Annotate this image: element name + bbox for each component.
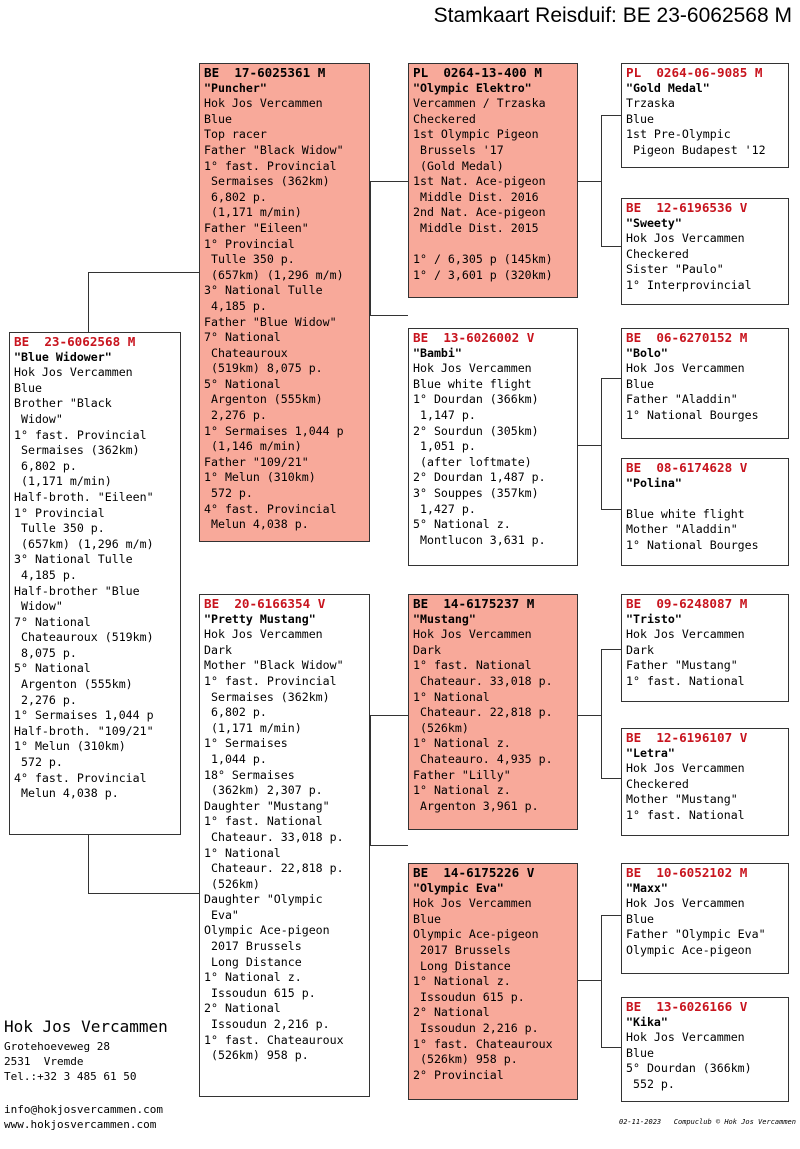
detail-line: Chateaur. 33,018 p. — [413, 673, 553, 688]
detail-line: 5° National — [204, 376, 281, 391]
ring-number: BE 20-6166354 V — [204, 596, 326, 611]
detail-line: Checkered — [413, 111, 476, 126]
pedigree-card-mmm — [621, 997, 789, 1102]
detail-line: 1° Provincial — [14, 505, 105, 520]
detail-line: 1° National Bourges — [626, 537, 759, 552]
detail-line: Middle Dist. 2016 — [413, 189, 539, 204]
pigeon-name: "Tristo" — [626, 611, 682, 626]
card-details — [14, 365, 176, 802]
pigeon-name: "Blue Widower" — [14, 349, 112, 364]
detail-line: Argenton 3,961 p. — [413, 798, 539, 813]
detail-line: 552 p. — [626, 1076, 675, 1091]
detail-line: 1st Nat. Ace-pigeon — [413, 174, 546, 189]
detail-line: Blue — [413, 911, 441, 926]
detail-line: Blue — [626, 111, 654, 126]
ring-number: BE 06-6270152 M — [626, 330, 748, 345]
owner-city: 2531 Vremde — [4, 1055, 84, 1068]
detail-line: 1° Melun (310km) — [204, 470, 316, 485]
connector-line — [601, 1047, 621, 1048]
detail-line: Chateaur. 33,018 p. — [204, 829, 344, 844]
pigeon-name: "Olympic Elektro" — [413, 80, 532, 95]
ring-number: BE 12-6196536 V — [626, 200, 748, 215]
detail-line: 1° fast. Provincial — [204, 673, 337, 688]
detail-line: (657km) (1,296 m/m) — [204, 267, 344, 282]
detail-line: Long Distance — [204, 954, 302, 969]
connector-line — [601, 246, 621, 247]
detail-line: Daughter "Mustang" — [204, 798, 330, 813]
pedigree-card-ffm — [621, 198, 789, 305]
detail-line: 4° fast. Provincial — [14, 770, 147, 785]
detail-line: Blue — [626, 376, 654, 391]
detail-line: 5° National z. — [413, 517, 511, 532]
detail-line: Hok Jos Vercammen — [626, 627, 745, 642]
detail-line: Blue white flight — [413, 376, 532, 391]
detail-line: 2,276 p. — [204, 408, 267, 423]
detail-line: Sermaises (362km) — [204, 689, 330, 704]
detail-line: Dark — [204, 642, 232, 657]
detail-line: 7° National — [204, 330, 281, 345]
detail-line: Chateauro. 4,935 p. — [413, 751, 553, 766]
detail-line: Sermaises (362km) — [204, 174, 330, 189]
detail-line: 1° fast. National — [626, 807, 745, 822]
detail-line: 1° Sermaises — [204, 736, 288, 751]
owner-website[interactable]: www.hokjosvercammen.com — [4, 1118, 157, 1131]
card-details — [413, 96, 573, 283]
pigeon-name: "Bolo" — [626, 345, 668, 360]
detail-line: Hok Jos Vercammen — [626, 231, 745, 246]
pedigree-card-father-father — [408, 63, 578, 298]
detail-line: 5° National — [14, 661, 91, 676]
detail-line: Eva" — [204, 907, 239, 922]
connector-line — [578, 980, 601, 981]
detail-line: 4,185 p. — [14, 567, 77, 582]
detail-line: Chateaur. 22,818 p. — [413, 705, 553, 720]
detail-line: 1° fast. National — [626, 673, 745, 688]
detail-line: 1° Sermaises 1,044 p — [14, 708, 154, 723]
pigeon-name: "Bambi" — [413, 345, 462, 360]
detail-line: 3° Souppes (357km) — [413, 485, 539, 500]
detail-line: 1° / 6,305 p (145km) — [413, 252, 553, 267]
detail-line: Blue white flight — [626, 506, 745, 521]
card-details — [626, 1030, 784, 1092]
connector-line — [601, 115, 621, 116]
footer-credit: 02-11-2023 Compuclub © Hok Jos Vercammen — [618, 1118, 796, 1126]
detail-line: (657km) (1,296 m/m) — [14, 536, 154, 551]
card-details — [626, 896, 784, 958]
pigeon-name: "Kika" — [626, 1014, 668, 1029]
detail-line: 1st Olympic Pigeon — [413, 127, 539, 142]
pigeon-name: "Maxx" — [626, 880, 668, 895]
detail-line: Hok Jos Vercammen — [626, 1030, 745, 1045]
detail-line: 7° National — [14, 614, 91, 629]
card-details — [204, 627, 365, 1064]
detail-line: Father "109/21" — [204, 454, 309, 469]
detail-line: 1,051 p. — [413, 439, 476, 454]
detail-line: Father "Aladdin" — [626, 392, 738, 407]
detail-line: Dark — [626, 642, 654, 657]
ring-number: BE 13-6026166 V — [626, 999, 748, 1014]
detail-line: (526km) 958 p. — [413, 1052, 518, 1067]
detail-line: (1,171 m/min) — [204, 205, 302, 220]
detail-line: 1° National z. — [413, 736, 511, 751]
pigeon-name: "Puncher" — [204, 80, 267, 95]
connector-line — [370, 315, 408, 316]
detail-line: Hok Jos Vercammen — [413, 361, 532, 376]
detail-line: (526km) 958 p. — [204, 1048, 309, 1063]
connector-line — [370, 715, 371, 846]
card-details — [626, 361, 784, 423]
detail-line: 1° fast. Chateauroux — [413, 1036, 553, 1051]
detail-line: 1st Pre-Olympic — [626, 127, 731, 142]
pigeon-name: "Polina" — [626, 475, 682, 490]
detail-line: 1° Provincial — [204, 236, 295, 251]
pedigree-card-fmf — [621, 328, 789, 439]
ring-number: PL 0264-13-400 M — [413, 65, 542, 80]
ring-number: BE 10-6052102 M — [626, 865, 748, 880]
detail-line: Vercammen / Trzaska — [413, 96, 546, 111]
detail-line: 2017 Brussels — [413, 942, 511, 957]
card-details — [626, 491, 784, 553]
detail-line: Widow" — [14, 599, 63, 614]
detail-line: Argenton (555km) — [204, 392, 323, 407]
connector-line — [601, 115, 602, 247]
detail-line: Widow" — [14, 411, 63, 426]
detail-line: 2017 Brussels — [204, 939, 302, 954]
card-details — [626, 761, 784, 823]
detail-line — [413, 237, 573, 253]
detail-line: 2° Sourdun (305km) — [413, 423, 539, 438]
pedigree-card-mother-mother — [408, 863, 578, 1100]
connector-line — [601, 649, 621, 650]
detail-line: 1° National Bourges — [626, 407, 759, 422]
detail-line: Argenton (555km) — [14, 677, 133, 692]
detail-line: Blue — [204, 111, 232, 126]
detail-line: (519km) 8,075 p. — [204, 361, 323, 376]
detail-line: Montlucon 3,631 p. — [413, 532, 546, 547]
pedigree-card-fff — [621, 63, 789, 168]
detail-line: (526km) — [204, 876, 260, 891]
owner-phone: Tel.:+32 3 485 61 50 — [4, 1070, 137, 1083]
detail-line: Olympic Ace-pigeon — [626, 942, 752, 957]
pedigree-card-mmf — [621, 863, 789, 974]
detail-line: 6,802 p. — [14, 458, 77, 473]
card-details — [413, 896, 573, 1083]
detail-line: 6,802 p. — [204, 189, 267, 204]
connector-line — [370, 181, 371, 316]
connector-line — [601, 778, 621, 779]
detail-line: (362km) 2,307 p. — [204, 783, 323, 798]
detail-line: Dark — [413, 642, 441, 657]
connector-line — [370, 845, 408, 846]
detail-line: Hok Jos Vercammen — [14, 365, 133, 380]
detail-line: 1,427 p. — [413, 501, 476, 516]
detail-line: 18° Sermaises — [204, 767, 295, 782]
connector-line — [601, 378, 602, 510]
connector-line — [578, 181, 601, 182]
detail-line: Middle Dist. 2015 — [413, 220, 539, 235]
detail-line: Hok Jos Vercammen — [413, 896, 532, 911]
connector-line — [88, 893, 199, 894]
detail-line: (526km) — [413, 720, 469, 735]
pedigree-card-fmm — [621, 458, 789, 566]
connector-line — [601, 378, 621, 379]
detail-line: 1° fast. Chateauroux — [204, 1032, 344, 1047]
detail-line: 2° National — [413, 1005, 490, 1020]
connector-line — [578, 715, 601, 716]
owner-contact — [4, 1102, 163, 1132]
detail-line: Trzaska — [626, 96, 675, 111]
pigeon-name: "Mustang" — [413, 611, 476, 626]
pigeon-name: "Letra" — [626, 745, 675, 760]
detail-line: 2° National — [204, 1001, 281, 1016]
detail-line: Tulle 350 p. — [204, 252, 295, 267]
detail-line: 1,147 p. — [413, 407, 476, 422]
detail-line: 1° Melun (310km) — [14, 739, 126, 754]
detail-line: Chateauroux — [204, 345, 288, 360]
detail-line: 1° Sermaises 1,044 p — [204, 423, 344, 438]
ring-number: BE 12-6196107 V — [626, 730, 748, 745]
pedigree-card-mfm — [621, 728, 789, 836]
pedigree-card-mff — [621, 594, 789, 702]
detail-line: 1° National z. — [413, 974, 511, 989]
ring-number: BE 17-6025361 M — [204, 65, 326, 80]
detail-line: Sister "Paulo" — [626, 262, 724, 277]
detail-line: 1° fast. Provincial — [14, 427, 147, 442]
detail-line: Issoudun 615 p. — [413, 989, 525, 1004]
detail-line: Tulle 350 p. — [14, 521, 105, 536]
card-details — [626, 627, 784, 689]
detail-line: Hok Jos Vercammen — [626, 361, 745, 376]
detail-line: Blue — [626, 911, 654, 926]
card-details — [413, 627, 573, 814]
pedigree-card-father-mother — [408, 328, 578, 566]
detail-line: 1° fast. National — [204, 814, 323, 829]
detail-line: (Gold Medal) — [413, 158, 504, 173]
detail-line: Father "Lilly" — [413, 767, 511, 782]
detail-line: (1,171 m/min) — [204, 720, 302, 735]
detail-line: Father "Olympic Eva" — [626, 927, 766, 942]
connector-line — [578, 445, 601, 446]
detail-line: 5° Dourdan (366km) — [626, 1061, 752, 1076]
pigeon-name: "Gold Medal" — [626, 80, 710, 95]
detail-line: Checkered — [626, 246, 689, 261]
detail-line: Hok Jos Vercammen — [626, 896, 745, 911]
detail-line: 4,185 p. — [204, 298, 267, 313]
detail-line: Hok Jos Vercammen — [204, 627, 323, 642]
ring-number: BE 08-6174628 V — [626, 460, 748, 475]
detail-line: Half-broth. "Eileen" — [14, 489, 154, 504]
detail-line: Olympic Ace-pigeon — [413, 927, 539, 942]
pigeon-name: "Olympic Eva" — [413, 880, 504, 895]
card-details — [204, 96, 365, 533]
detail-line: 1° National z. — [413, 783, 511, 798]
detail-line: 2° Provincial — [413, 1067, 504, 1082]
detail-line: 572 p. — [14, 755, 63, 770]
detail-line: Sermaises (362km) — [14, 443, 140, 458]
connector-line — [601, 649, 602, 779]
detail-line — [626, 491, 784, 507]
detail-line: Half-brother "Blue — [14, 583, 140, 598]
detail-line: 2nd Nat. Ace-pigeon — [413, 205, 546, 220]
detail-line: Father "Blue Widow" — [204, 314, 337, 329]
detail-line: 1° National z. — [204, 970, 302, 985]
detail-line: Brussels '17 — [413, 142, 504, 157]
connector-line — [370, 715, 408, 716]
connector-line — [370, 181, 408, 182]
connector-line — [88, 272, 89, 332]
owner-name: Hok Jos Vercammen — [4, 1017, 168, 1036]
detail-line: Brother "Black — [14, 396, 112, 411]
connector-line — [88, 272, 199, 273]
owner-address — [4, 1039, 136, 1084]
detail-line: Father "Mustang" — [626, 658, 738, 673]
card-details — [626, 96, 784, 158]
detail-line: Hok Jos Vercammen — [626, 761, 745, 776]
detail-line: 3° National Tulle — [14, 552, 133, 567]
detail-line: (after loftmate) — [413, 454, 532, 469]
detail-line: 4° fast. Provincial — [204, 501, 337, 516]
detail-line: Mother "Black Widow" — [204, 658, 344, 673]
pedigree-card-subject — [9, 332, 181, 835]
detail-line: Top racer — [204, 127, 267, 142]
detail-line: Melun 4,038 p. — [204, 517, 309, 532]
detail-line: Father "Eileen" — [204, 220, 309, 235]
pedigree-card-mother-father — [408, 594, 578, 830]
detail-line: 1° Dourdan (366km) — [413, 392, 539, 407]
pedigree-card-mother — [199, 594, 370, 1097]
pedigree-card-father — [199, 63, 370, 542]
detail-line: Pigeon Budapest '12 — [626, 142, 766, 157]
detail-line: Hok Jos Vercammen — [413, 627, 532, 642]
detail-line: 1° fast. Provincial — [204, 158, 337, 173]
detail-line: 1° / 3,601 p (320km) — [413, 267, 553, 282]
connector-line — [88, 835, 89, 894]
detail-line: 1° Interprovincial — [626, 277, 752, 292]
connector-line — [601, 915, 602, 1048]
card-details — [626, 231, 784, 293]
detail-line: Daughter "Olympic — [204, 892, 323, 907]
ring-number: BE 14-6175226 V — [413, 865, 535, 880]
ring-number: BE 13-6026002 V — [413, 330, 535, 345]
detail-line: 1° National — [204, 845, 281, 860]
detail-line: Melun 4,038 p. — [14, 786, 119, 801]
owner-street: Grotehoeveweg 28 — [4, 1040, 110, 1053]
ring-number: PL 0264-06-9085 M — [626, 65, 763, 80]
detail-line: Hok Jos Vercammen — [204, 96, 323, 111]
detail-line: 1° fast. National — [413, 658, 532, 673]
detail-line: Issoudun 615 p. — [204, 985, 316, 1000]
detail-line: Long Distance — [413, 958, 511, 973]
ring-number: BE 23-6062568 M — [14, 334, 136, 349]
detail-line: (1,171 m/min) — [14, 474, 112, 489]
detail-line: Chateauroux (519km) — [14, 630, 154, 645]
ring-number: BE 14-6175237 M — [413, 596, 535, 611]
detail-line: Mother "Mustang" — [626, 792, 738, 807]
card-details — [413, 361, 573, 548]
detail-line: Blue — [626, 1045, 654, 1060]
detail-line: Mother "Aladdin" — [626, 522, 738, 537]
connector-line — [601, 915, 621, 916]
detail-line: Father "Black Widow" — [204, 142, 344, 157]
detail-line: 8,075 p. — [14, 645, 77, 660]
detail-line: 2,276 p. — [14, 692, 77, 707]
detail-line: 6,802 p. — [204, 705, 267, 720]
detail-line: Checkered — [626, 776, 689, 791]
pigeon-name: "Pretty Mustang" — [204, 611, 316, 626]
detail-line: Chateaur. 22,818 p. — [204, 861, 344, 876]
detail-line: (1,146 m/min) — [204, 439, 302, 454]
page-title: Stamkaart Reisduif: BE 23-6062568 M — [433, 4, 792, 27]
detail-line: Half-broth. "109/21" — [14, 723, 154, 738]
pigeon-name: "Sweety" — [626, 215, 682, 230]
detail-line: Issoudun 2,216 p. — [413, 1020, 539, 1035]
connector-line — [601, 509, 621, 510]
detail-line: 572 p. — [204, 486, 253, 501]
detail-line: 1,044 p. — [204, 751, 267, 766]
owner-email[interactable]: info@hokjosvercammen.com — [4, 1103, 163, 1116]
detail-line: 2° Dourdan 1,487 p. — [413, 470, 546, 485]
ring-number: BE 09-6248087 M — [626, 596, 748, 611]
detail-line: 1° National — [413, 689, 490, 704]
detail-line: 3° National Tulle — [204, 283, 323, 298]
detail-line: Olympic Ace-pigeon — [204, 923, 330, 938]
detail-line: Issoudun 2,216 p. — [204, 1017, 330, 1032]
detail-line: Blue — [14, 380, 42, 395]
